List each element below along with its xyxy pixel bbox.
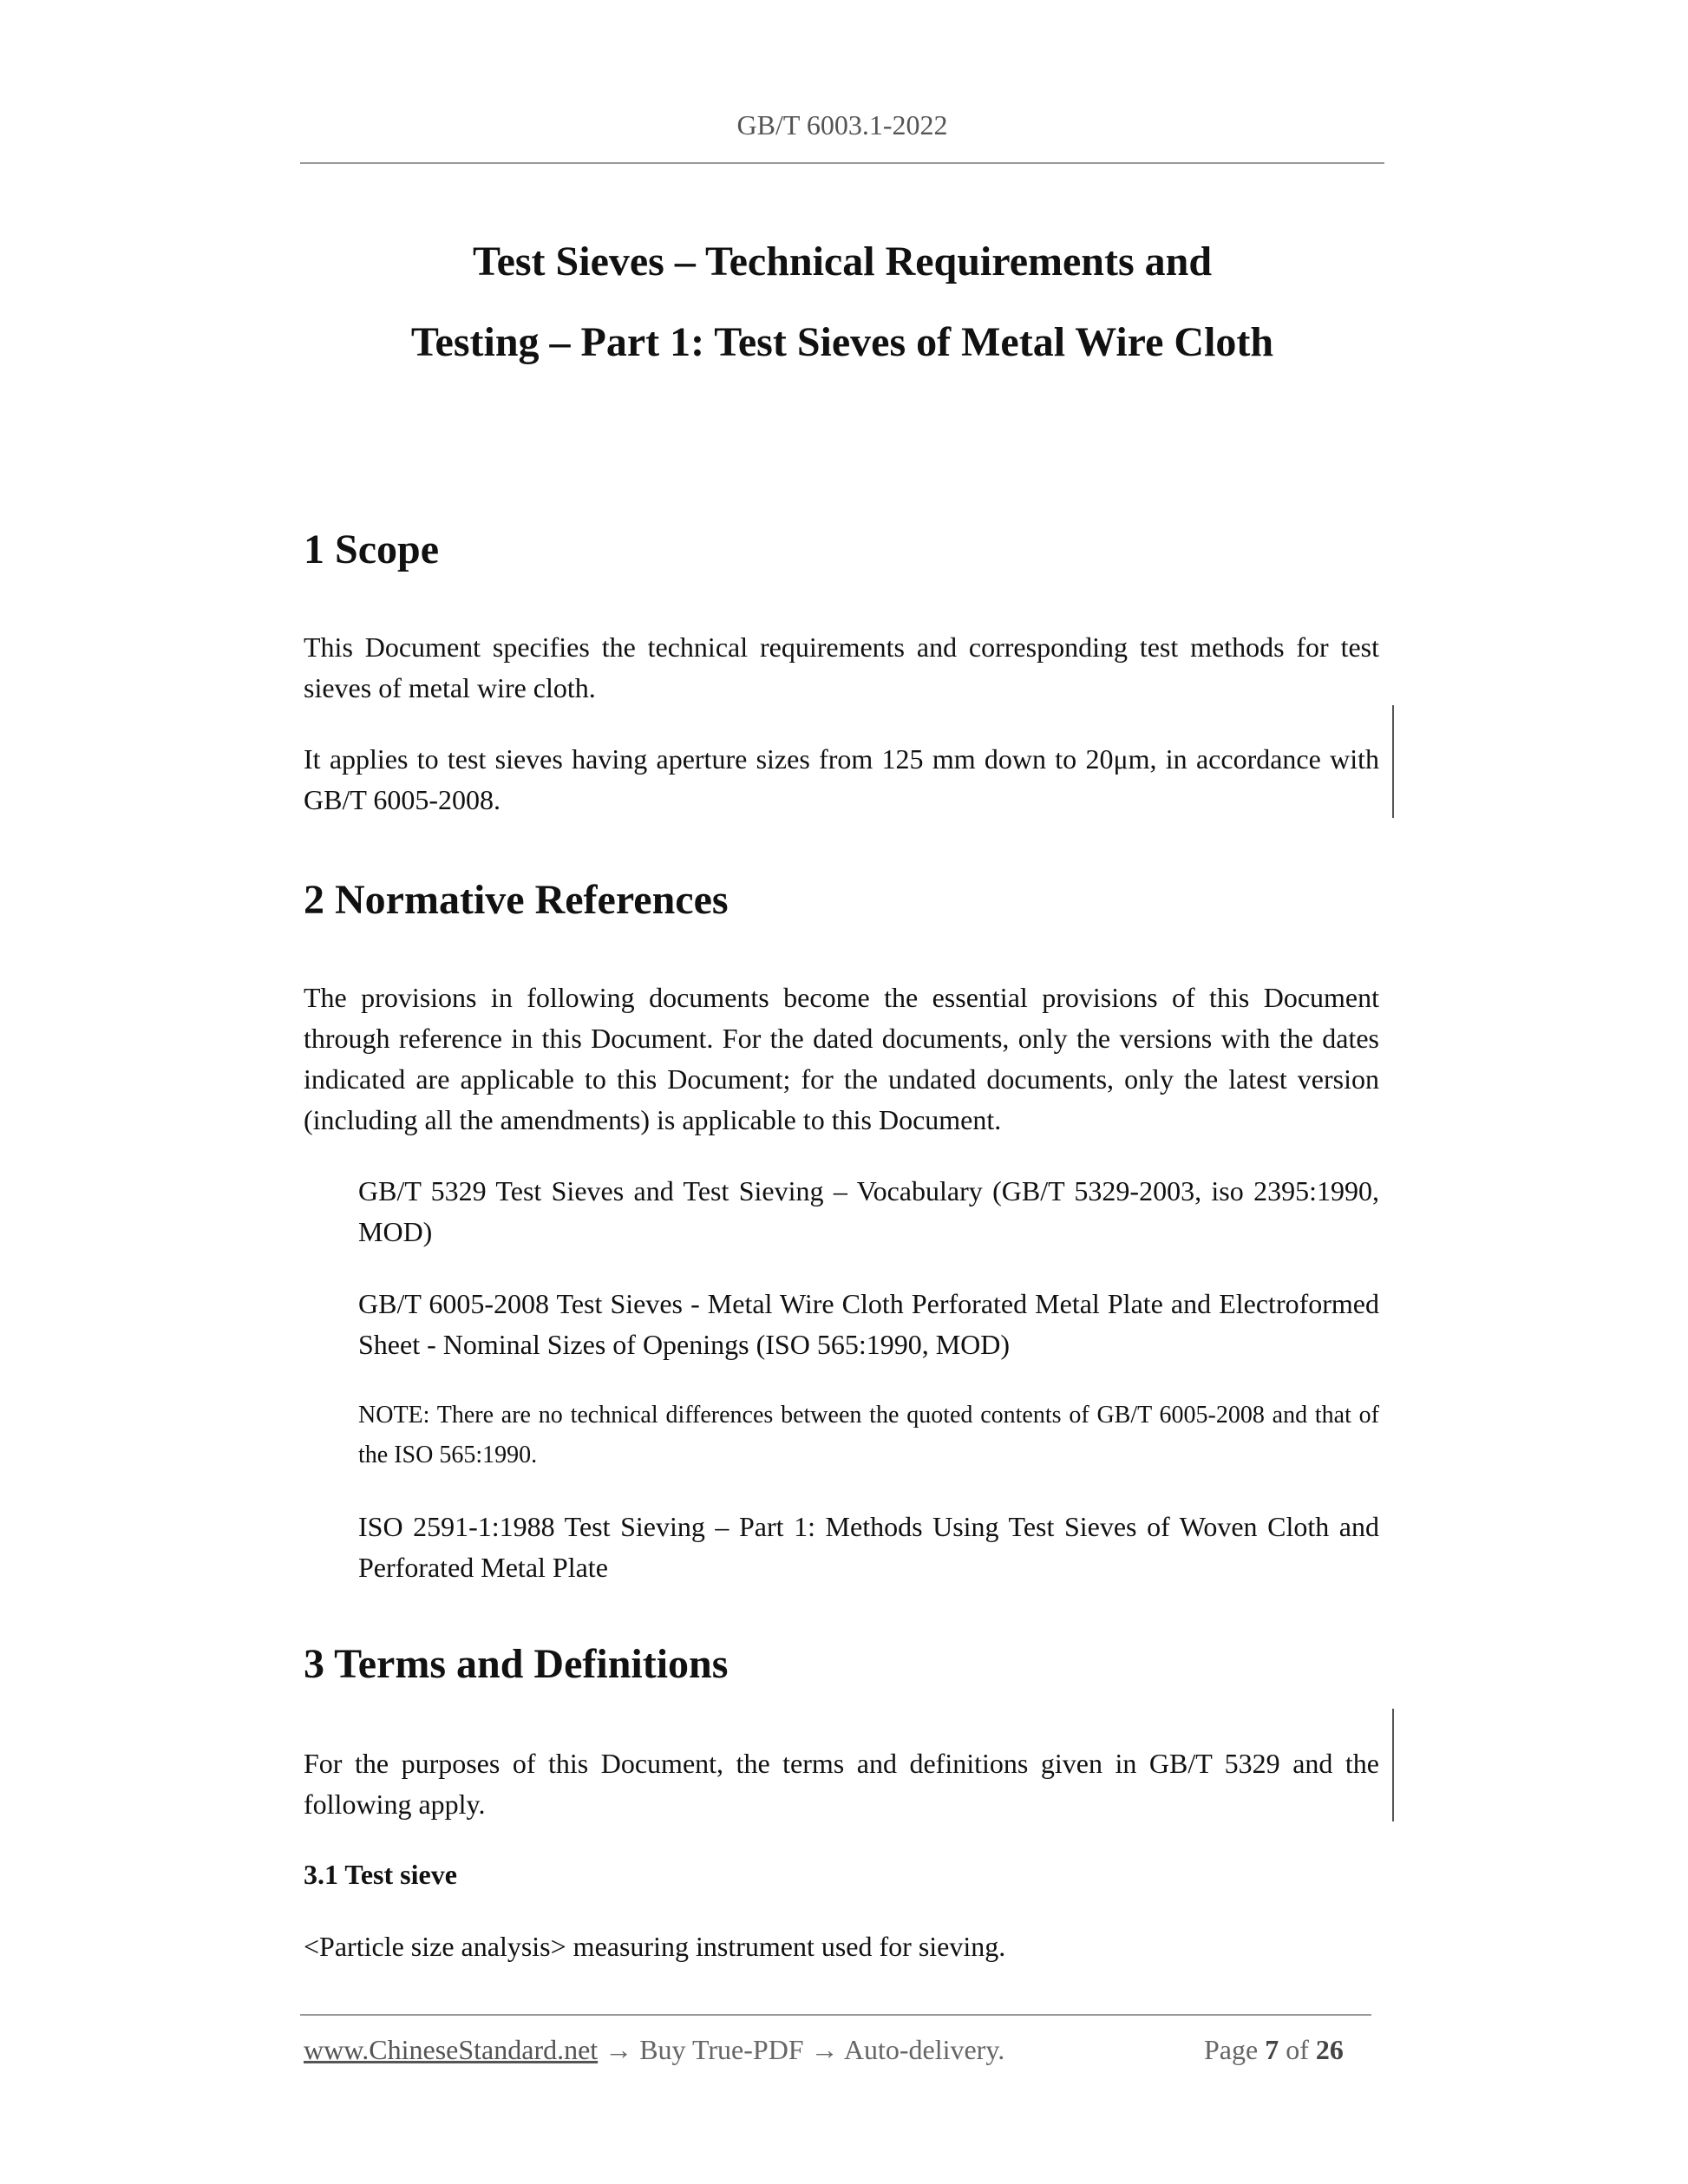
footer-website-link[interactable]: www.ChineseStandard.net	[304, 2034, 599, 2065]
document-title	[300, 221, 1384, 383]
normative-reference-2: GB/T 6005-2008 Test Sieves - Metal Wire Cloth Perforated Metal Plate and Electroformed Sheet - Nominal Sizes of Openings (ISO 565:1990, MOD)	[358, 1288, 1379, 1360]
page-header-doc-number: GB/T 6003.1-2022	[736, 109, 948, 141]
page-of-label: of	[1286, 2034, 1309, 2065]
section-heading-normative-references: 2 Normative References	[304, 877, 729, 923]
page-number	[1204, 2034, 1344, 2066]
term-heading-test-sieve: 3.1 Test sieve	[304, 1859, 457, 1890]
normative-reference-3: ISO 2591-1:1988 Test Sieving – Part 1: Methods Using Test Sieves of Woven Cloth and Perforated Metal Plate	[358, 1511, 1379, 1583]
page-label: Page	[1204, 2034, 1259, 2065]
footer-divider	[300, 2014, 1371, 2016]
title-line-1: Test Sieves – Technical Requirements and	[472, 239, 1213, 284]
revision-change-bar	[1392, 705, 1394, 818]
footer-delivery-text: Auto-delivery.	[843, 2034, 1005, 2065]
normative-note: NOTE: There are no technical differences between the quoted contents of GB/T 6005-2008 and that of the ISO 565:1990.	[358, 1402, 1379, 1468]
arrow-right-icon: →	[810, 2034, 839, 2065]
footer-buy-text: Buy True-PDF	[639, 2034, 804, 2065]
section-heading-scope: 1 Scope	[304, 526, 439, 572]
page-current: 7	[1265, 2034, 1279, 2065]
scope-paragraph-2: It applies to test sieves having aperture sizes from 125 mm down to 20μm, in accordance with GB/T 6005-2008.	[304, 743, 1379, 815]
header-divider	[300, 162, 1384, 164]
page-total: 26	[1315, 2034, 1344, 2065]
term-definition-test-sieve: <Particle size analysis> measuring instrument used for sieving.	[304, 1931, 1006, 1962]
scope-paragraph-1: This Document specifies the technical requirements and corresponding test methods for test sieves of metal wire cloth.	[304, 631, 1379, 703]
terms-paragraph-1: For the purposes of this Document, the terms and definitions given in GB/T 5329 and the following apply.	[304, 1748, 1379, 1820]
footer-promo	[304, 2034, 1004, 2066]
normative-reference-1: GB/T 5329 Test Sieves and Test Sieving – Vocabulary (GB/T 5329-2003, iso 2395:1990, MOD)	[358, 1175, 1379, 1247]
arrow-right-icon: →	[605, 2034, 633, 2065]
section-heading-terms-definitions: 3 Terms and Definitions	[304, 1641, 729, 1687]
normative-paragraph-1: The provisions in following documents become the essential provisions of this Document through reference in this Document. For the dated documents, only the versions with the dates indicated are applicable to this Document; for the undated documents, only the latest version (including all the amendments) is applicable to this Document.	[304, 982, 1379, 1135]
revision-change-bar	[1392, 1709, 1394, 1821]
title-line-2: Testing – Part 1: Test Sieves of Metal Wire Cloth	[410, 319, 1274, 365]
